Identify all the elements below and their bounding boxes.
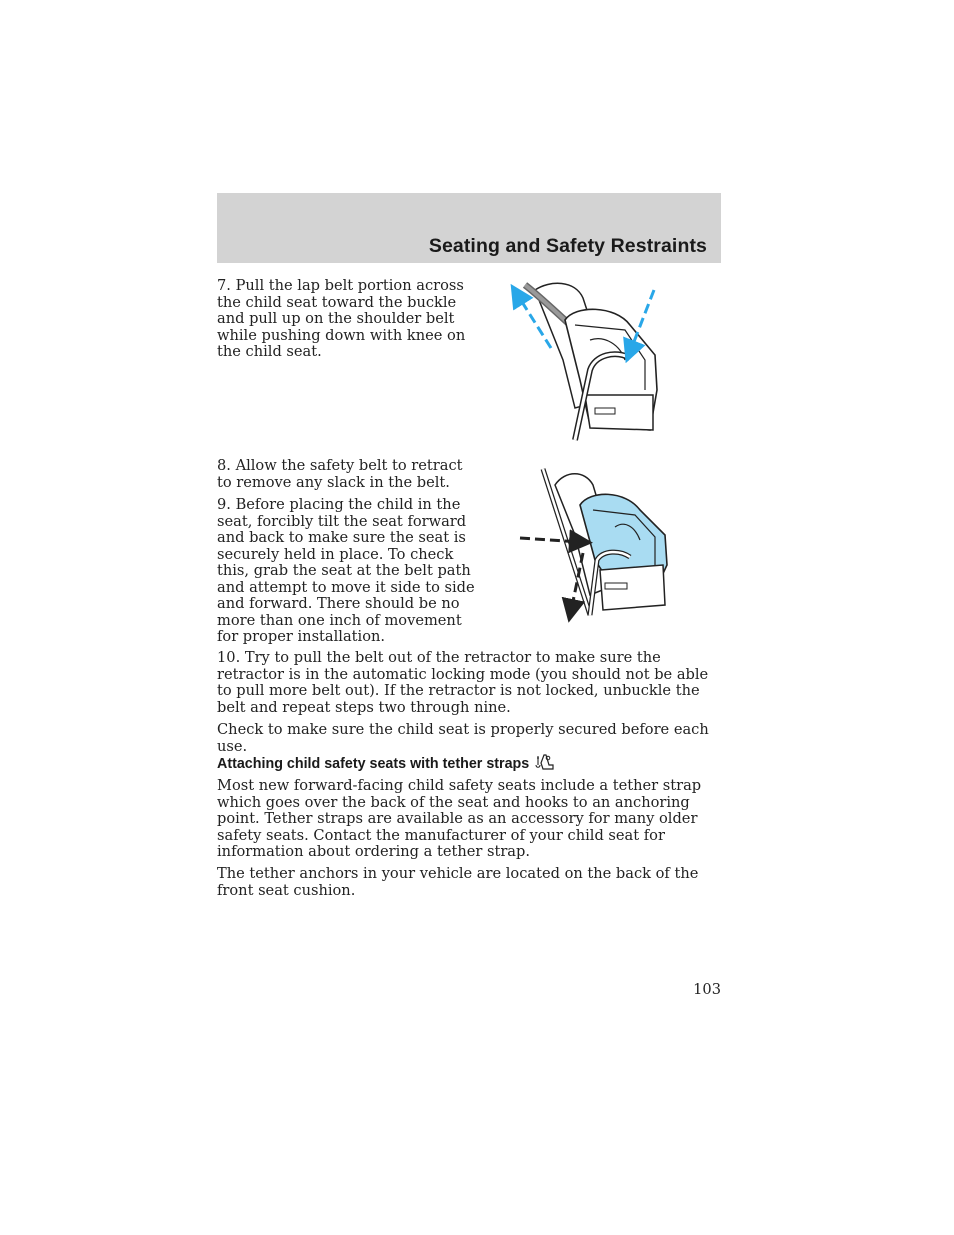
child-seat-tether-icon bbox=[535, 753, 555, 775]
step-9-text: 9. Before placing the child in the seat, forcibly tilt the seat forward and back to make sure the seat is securely held in place. To check this, grab the seat at the belt path and attempt to move it side to side and forward. There should be no more than one inch of movement for proper installation. bbox=[217, 496, 475, 645]
page-number: 103 bbox=[693, 981, 721, 998]
section-title: Seating and Safety Restraints bbox=[428, 235, 707, 257]
tether-paragraph-2: The tether anchors in your vehicle are located on the back of the front seat cushion. bbox=[217, 865, 699, 899]
section-header-band bbox=[217, 193, 721, 263]
tether-heading-text: Attaching child safety seats with tether straps bbox=[217, 756, 530, 772]
step-10-text: 10. Try to pull the belt out of the retractor to make sure the retractor is in the automatic locking mode (you should not be able to pull more belt out). If the retractor is not locked, unbuckle the belt and repeat steps two through nine. bbox=[217, 649, 709, 716]
check-secured-text: Check to make sure the child seat is properly secured before each use. bbox=[217, 721, 709, 755]
step-7-text: 7. Pull the lap belt portion across the child seat toward the buckle and pull up on the shoulder belt while pushing down with knee on the child seat. bbox=[217, 277, 466, 360]
installed-child-seat-illustration bbox=[515, 465, 675, 625]
tether-paragraph-1: Most new forward-facing child safety seats include a tether strap which goes over the back of the seat and hooks to an anchoring point. Tether straps are available as an accessory for many older safety seats. Contact the manufacturer of your child seat for information about ordering a tether strap. bbox=[217, 777, 702, 860]
child-seat-belt-illustration bbox=[505, 280, 665, 445]
step-8-text: 8. Allow the safety belt to retract to remove any slack in the belt. bbox=[217, 457, 463, 491]
tether-section-heading bbox=[217, 753, 555, 775]
